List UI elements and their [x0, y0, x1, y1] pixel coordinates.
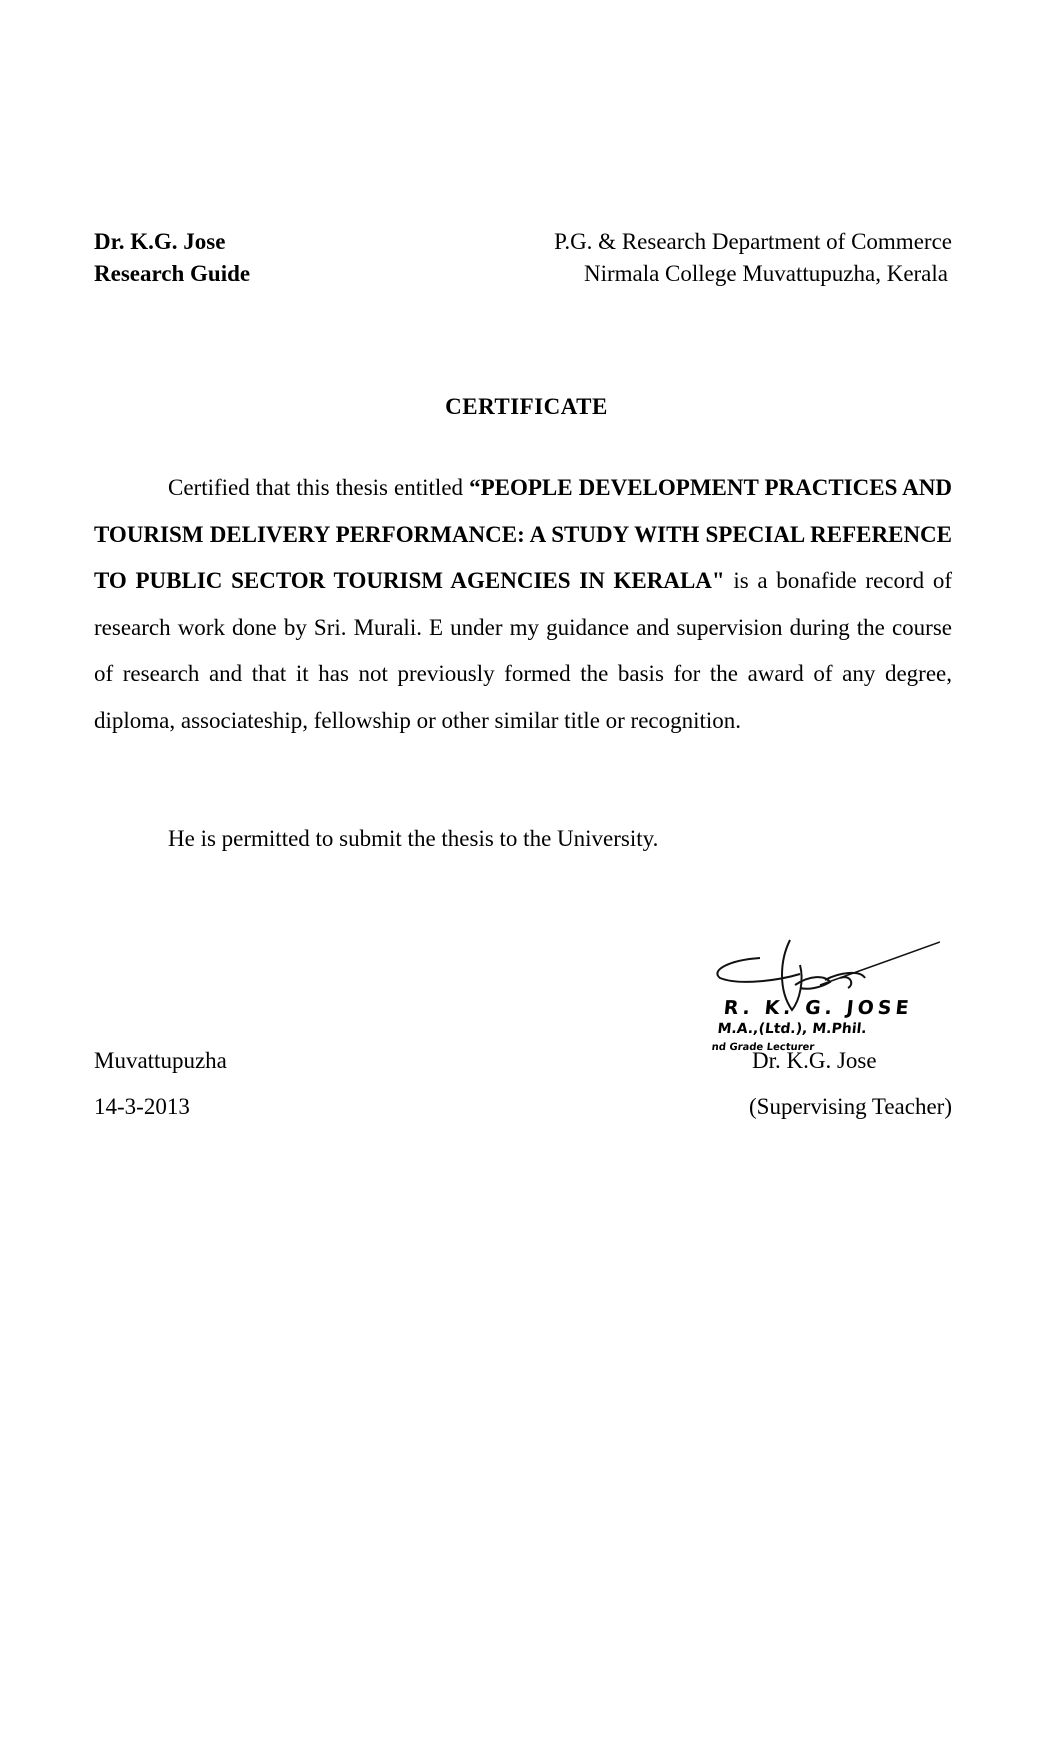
- stamp-line-1: R. K. G. JOSE: [722, 997, 914, 1019]
- college-name: Nirmala College Muvattupuzha, Kerala: [583, 261, 948, 286]
- page-title: CERTIFICATE: [445, 394, 608, 419]
- certification-paragraph: [94, 465, 952, 745]
- certification-text: is a bonafide record of research work done by Sri. Murali. E under my guidance and supervision during the course of research and that it has not previously formed the basis for the award of any degree, diploma, associateship, fellowship or other similar title or recognition.: [94, 568, 952, 733]
- guide-role: Research Guide: [94, 261, 251, 286]
- stamp-line-3: nd Grade Lecturer: [711, 1042, 815, 1053]
- guide-name: Dr. K.G. Jose: [94, 229, 226, 254]
- thesis-title: “PEOPLE DEVELOPMENT PRACTICES AND TOURISM DELIVERY PERFORMANCE: A STUDY WITH SPECIAL REFERENCE TO PUBLIC SECTOR TOURISM AGENCIES IN KERALA": [94, 475, 952, 594]
- guide-block: [94, 226, 250, 290]
- date: 14-3-2013: [94, 1094, 190, 1119]
- department-block: [554, 226, 952, 290]
- department-name: P.G. & Research Department of Commerce: [554, 229, 952, 254]
- signer-role: (Supervising Teacher): [749, 1094, 952, 1119]
- place: Muvattupuzha: [94, 1048, 227, 1073]
- stamp-line-2: M.A.,(Ltd.), M.Phil.: [716, 1021, 868, 1037]
- permission-paragraph: He is permitted to submit the thesis to the University.: [168, 826, 659, 851]
- intro-text: Certified that this thesis entitled: [168, 475, 470, 500]
- signature-stamp-image: [700, 930, 940, 1056]
- signer-name: Dr. K.G. Jose: [752, 1048, 877, 1073]
